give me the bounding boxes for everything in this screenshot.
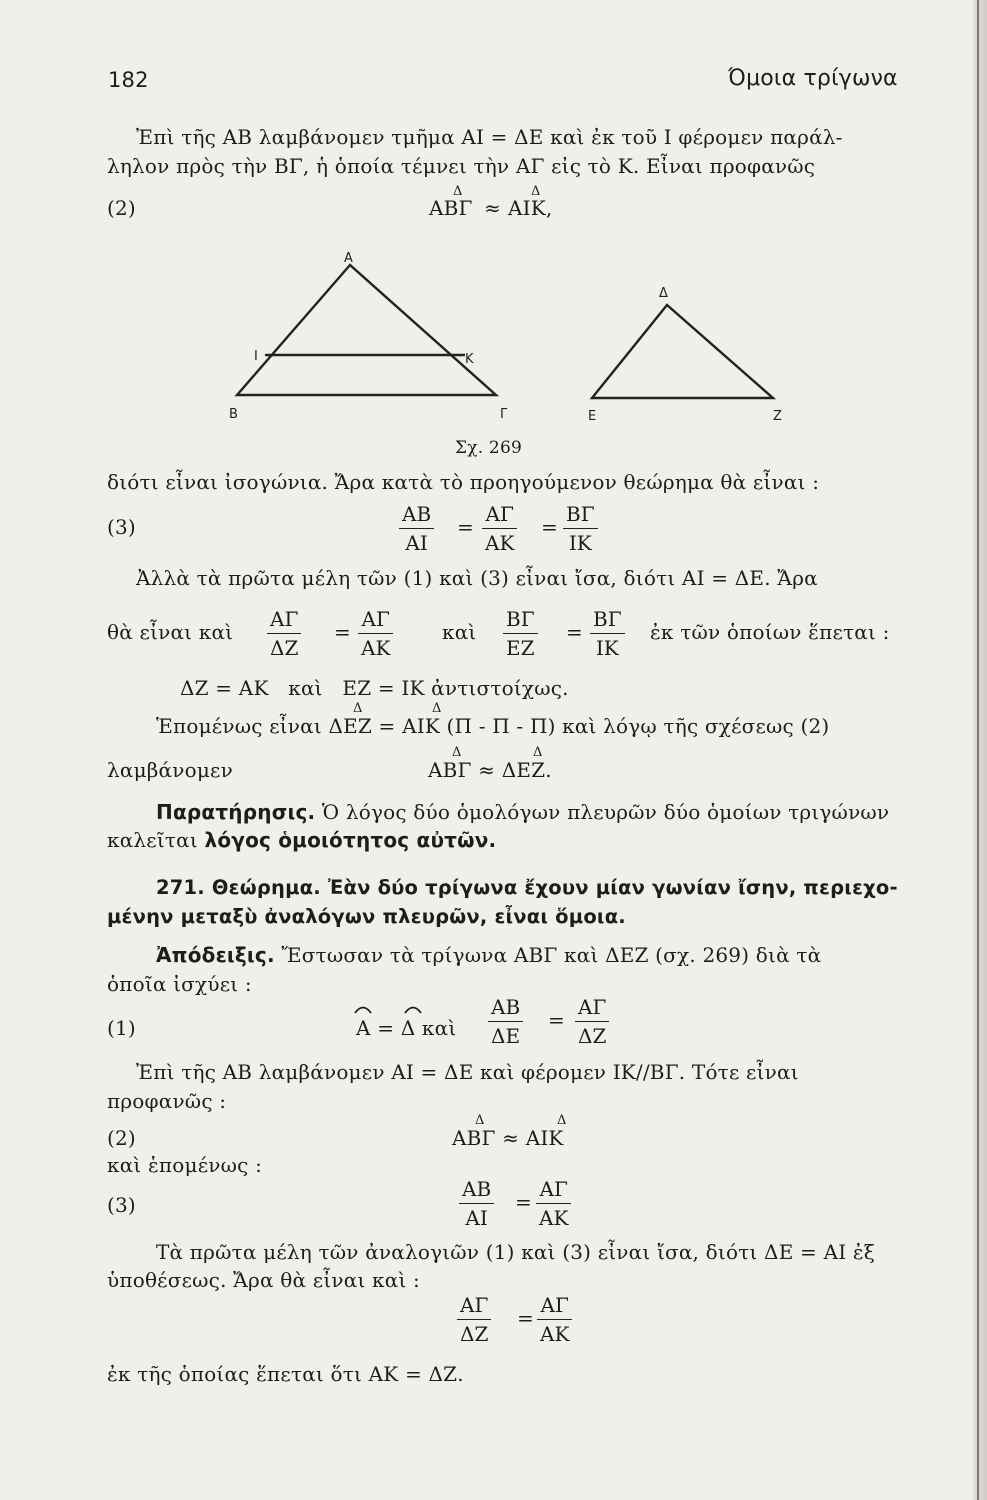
theorem-label: 271. Θεώρημα.: [156, 876, 321, 899]
intro-line-1: Ἐπὶ τῆς ΑΒ λαμβάνομεν τμῆμα ΑΙ = ΔΕ καὶ ἐκ τοῦ Ι φέρομεν παράλ-: [136, 125, 843, 149]
triangle-mark: Δ: [452, 745, 462, 760]
label-b: Β: [229, 407, 238, 422]
result-line: ΔΖ = ΑΚ καὶ ΕΖ = ΙΚ ἀντιστοίχως.: [180, 676, 569, 700]
theorem-text-1: Ἐὰν δύο τρίγωνα ἔχουν μίαν γωνίαν ἴσην, περιεχο-: [327, 876, 898, 899]
eq-line-tail: ἐκ τῶν ὁποίων ἕπεται :: [650, 620, 890, 644]
eq2b-formula: ΑΒΓ ≈ ΑΙΚ: [452, 1126, 564, 1150]
triangle-mark: Δ: [533, 745, 543, 760]
eq-line-and: καὶ: [442, 620, 477, 644]
remark-text-1: Ὁ λόγος δύο ὁμολόγων πλευρῶν δύο ὁμοίων τριγώνων: [321, 800, 890, 824]
closing-line: ἐκ τῆς ὁποίας ἕπεται ὅτι ΑΚ = ΔΖ.: [107, 1362, 464, 1386]
eq2a-right: ΑΙΚ,: [508, 196, 553, 220]
triangle-mark: Δ: [531, 184, 541, 199]
para-4-line-2: ὑποθέσεως. Ἄρα θὰ εἶναι καὶ :: [107, 1268, 420, 1292]
triangle-mark: Δ: [475, 1113, 485, 1128]
label-g: Γ: [500, 407, 508, 422]
remark-label: Παρατήρησις.: [156, 800, 316, 824]
eq-number-2a: (2): [107, 196, 136, 220]
reason-line: διότι εἶναι ἰσογώνια. Ἄρα κατὰ τὸ προηγούμενον θεώρημα θὰ εἶναι :: [107, 470, 820, 494]
para-3-line-1: Ἐπὶ τῆς ΑΒ λαμβάνομεν ΑΙ = ΔΕ καὶ φέρομεν ΙΚ//ΒΓ. Τότε εἶναι: [136, 1060, 799, 1084]
label-i: Ι: [254, 349, 258, 364]
intro-line-2: ληλον πρὸς τὴν ΒΓ, ἡ ὁποία τέμνει τὴν ΑΓ εἰς τὸ Κ. Εἶναι προφανῶς: [107, 154, 816, 178]
figure-269: [0, 0, 987, 470]
fraction: ΑΓ ΑΚ: [482, 502, 517, 555]
eq2a-rel: ≈: [484, 196, 501, 220]
figure-caption: Σχ. 269: [455, 438, 522, 458]
triangle-abg: [237, 265, 496, 395]
consequently-line: Ἑπομένως εἶναι ΔΕΖ = ΑΙΚ (Π - Π - Π) καὶ λόγῳ τῆς σχέσεως (2): [156, 714, 830, 738]
remark-term: λόγος ὁμοιότητος αὐτῶν.: [204, 828, 497, 852]
fraction: ΑΓ ΑΚ: [536, 1177, 571, 1230]
fraction: ΑΓ ΔΖ: [267, 607, 301, 660]
fraction: ΒΓ ΙΚ: [590, 607, 625, 660]
label-e: Ε: [588, 409, 597, 424]
theorem-line-1: [156, 876, 898, 900]
fraction: ΑΓ ΑΚ: [537, 1293, 572, 1346]
equals-sign: =: [334, 620, 351, 644]
para-4-line-1: Τὰ πρῶτα μέλη τῶν ἀναλογιῶν (1) καὶ (3) εἶναι ἴσα, διότι ΔΕ = ΑΙ ἐξ: [156, 1240, 876, 1264]
fraction: ΑΓ ΑΚ: [358, 607, 393, 660]
conclude-formula: ΑΒΓ ≈ ΔΕΖ.: [428, 758, 552, 782]
eq1-text: Α = Δ καὶ: [356, 1016, 457, 1040]
triangle-mark: Δ: [432, 701, 442, 716]
eq-number-1: (1): [107, 1016, 136, 1040]
and-so: καὶ ἑπομένως :: [107, 1153, 263, 1177]
fraction: ΒΓ ΕΖ: [503, 607, 538, 660]
eq2a-left: ΑΒΓ: [429, 196, 473, 220]
label-d: Δ: [659, 286, 668, 301]
fraction: ΑΓ ΔΖ: [457, 1293, 491, 1346]
eq-number-2b: (2): [107, 1126, 136, 1150]
equals-sign: =: [541, 515, 558, 539]
triangle-mark: Δ: [557, 1113, 567, 1128]
eq-number-3b: (3): [107, 1193, 136, 1217]
running-title: Όμοια τρίγωνα: [728, 66, 898, 91]
remark-text-2: καλεῖται: [107, 828, 198, 852]
fraction: ΑΒ ΑΙ: [399, 502, 434, 555]
proof-line-2: ὁποῖα ἰσχύει :: [107, 972, 252, 996]
equals-sign: =: [566, 620, 583, 644]
theorem-line-2: μένην μεταξὺ ἀναλόγων πλευρῶν, εἶναι ὅμοια.: [107, 905, 626, 928]
triangle-dez: [592, 305, 773, 398]
equals-sign: =: [548, 1008, 565, 1032]
para-3-line-2: προφανῶς :: [107, 1089, 227, 1113]
eq-line-lead: θὰ εἶναι καὶ: [107, 620, 234, 644]
fraction: ΑΓ ΔΖ: [575, 995, 609, 1048]
triangle-mark: Δ: [353, 701, 363, 716]
label-a: Α: [344, 251, 353, 266]
angle-hats: [353, 1000, 443, 1016]
para-2: Ἀλλὰ τὰ πρῶτα μέλη τῶν (1) καὶ (3) εἶναι ἴσα, διότι ΑΙ = ΔΕ. Ἄρα: [136, 566, 818, 590]
fraction: ΑΒ ΑΙ: [459, 1177, 494, 1230]
equals-sign: =: [457, 515, 474, 539]
conclude-lead: λαμβάνομεν: [107, 758, 233, 782]
eq-number-3a: (3): [107, 515, 136, 539]
proof-line-1: [156, 943, 821, 967]
proof-label: Ἀπόδειξις.: [156, 943, 275, 967]
triangle-mark: Δ: [453, 184, 463, 199]
equals-sign: =: [515, 1190, 532, 1214]
fraction: ΒΓ ΙΚ: [563, 502, 598, 555]
page-number: 182: [108, 68, 149, 92]
fraction: ΑΒ ΔΕ: [488, 995, 523, 1048]
label-k: Κ: [465, 352, 474, 367]
equals-sign: =: [517, 1306, 534, 1330]
remark-line-1: [156, 800, 889, 824]
remark-line-2: [107, 828, 496, 852]
proof-text-1: Ἔστωσαν τὰ τρίγωνα ΑΒΓ καὶ ΔΕΖ (σχ. 269) διὰ τὰ: [281, 943, 822, 967]
label-z: Ζ: [773, 409, 782, 424]
